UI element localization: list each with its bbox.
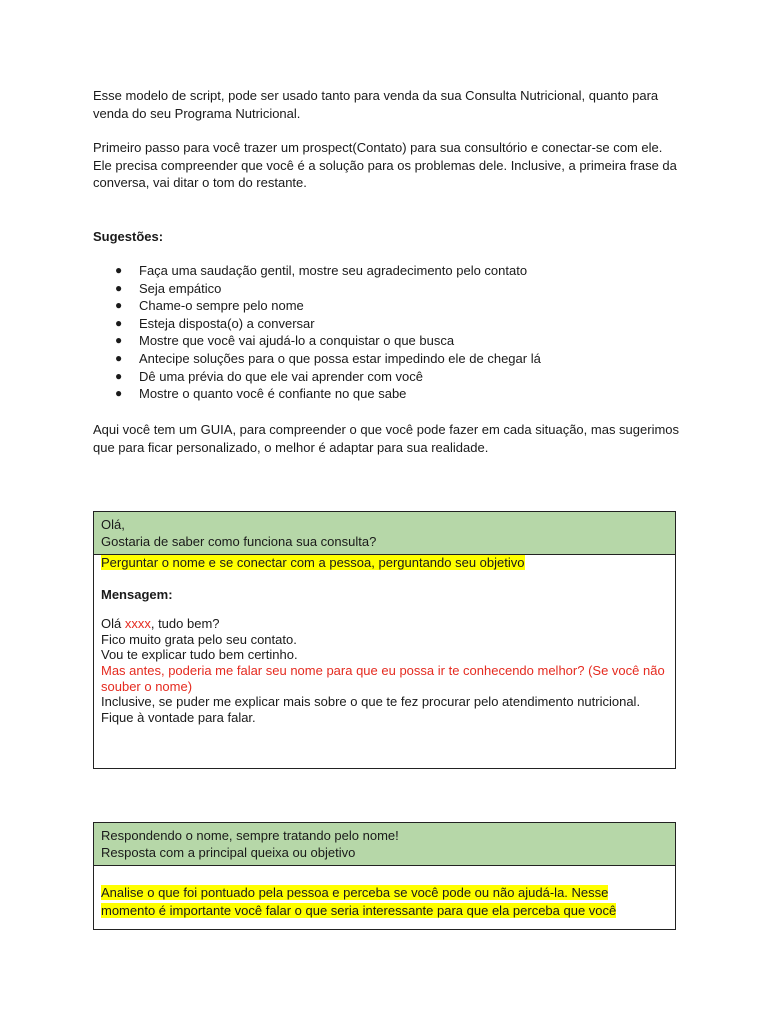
message-label: Mensagem: — [101, 586, 173, 602]
box2-highlight-line2: momento é importante você falar o que seria interessante para que ela perceba que você — [101, 902, 617, 918]
bullet-icon: ● — [115, 298, 123, 313]
bullet-icon: ● — [115, 333, 123, 348]
script-box-1 — [93, 511, 676, 769]
message-line-5: Inclusive, se puder me explicar mais sobre o que te fez procurar pelo atendimento nutricional. Fique à vontade para falar. — [101, 694, 641, 725]
message-line-2: Fico muito grata pelo seu contato. — [101, 631, 297, 647]
list-item: ● Mostre o quanto você é confiante no que sabe — [115, 386, 407, 402]
box1-message — [101, 616, 668, 725]
script-box-2 — [93, 822, 676, 930]
intro-paragraph-2: Primeiro passo para você trazer um prospect(Contato) para sua consultório e conectar-se com ele. Ele precisa compreender que você é a solução para os problemas dele. Inclusive, a primeira frase da conversa, vai ditar o tom do restante. — [93, 140, 677, 190]
script-box-1-header — [94, 512, 675, 555]
message-red-line: Mas antes, poderia me falar seu nome para que eu possa ir te conhecendo melhor? (Se você não souber o nome) — [101, 662, 665, 694]
bullet-icon: ● — [115, 315, 123, 330]
list-item: ● Dê uma prévia do que ele vai aprender com você — [115, 368, 423, 384]
greeting-name-placeholder: xxxx — [124, 616, 151, 632]
bullet-icon: ● — [115, 350, 123, 365]
list-item: ● Faça uma saudação gentil, mostre seu agradecimento pelo contato — [115, 263, 528, 278]
list-item: ● Mostre que você vai ajudá-lo a conquistar o que busca — [115, 333, 455, 349]
bullet-icon: ● — [115, 368, 123, 383]
list-item: ● Esteja disposta(o) a conversar — [115, 315, 315, 331]
suggestions-list — [110, 262, 541, 403]
bullet-icon: ● — [115, 386, 123, 401]
box2-header-line1: Respondendo o nome, sempre tratando pelo nome! — [101, 828, 399, 843]
box1-header-line2: Gostaria de saber como funciona sua consulta? — [101, 533, 377, 549]
guide-paragraph: Aqui você tem um GUIA, para compreender o que você pode fazer em cada situação, mas sugerimos que para ficar personalizado, o melhor é adaptar para sua realidade. — [93, 422, 680, 455]
script-box-2-header — [94, 823, 675, 866]
box2-highlight-line1: Analise o que foi pontuado pela pessoa e perceba se você pode ou não ajudá-la. Nesse — [101, 885, 609, 900]
bullet-icon: ● — [115, 280, 123, 295]
script-box-1-body — [94, 555, 675, 725]
intro-paragraph-1: Esse modelo de script, pode ser usado tanto para venda da sua Consulta Nutricional, quanto para venda do seu Programa Nutricional. — [93, 88, 659, 121]
box1-header-line1: Olá, — [101, 517, 125, 532]
greeting-suffix: , tudo bem? — [150, 616, 220, 632]
list-item: ● Antecipe soluções para o que possa estar impedindo ele de chegar lá — [115, 350, 541, 366]
box2-header-line2: Resposta com a principal queixa ou objetivo — [101, 844, 356, 860]
greeting-prefix: Olá — [101, 616, 125, 632]
message-line-3: Vou te explicar tudo bem certinho. — [101, 647, 298, 663]
bullet-icon: ● — [115, 263, 123, 277]
list-item: ● Chame-o sempre pelo nome — [115, 298, 304, 314]
list-item: ● Seja empático — [115, 280, 222, 296]
box1-instruction-highlight: Perguntar o nome e se conectar com a pessoa, perguntando seu objetivo — [101, 555, 525, 570]
suggestions-heading: Sugestões: — [93, 229, 164, 244]
script-box-2-body — [94, 866, 675, 919]
